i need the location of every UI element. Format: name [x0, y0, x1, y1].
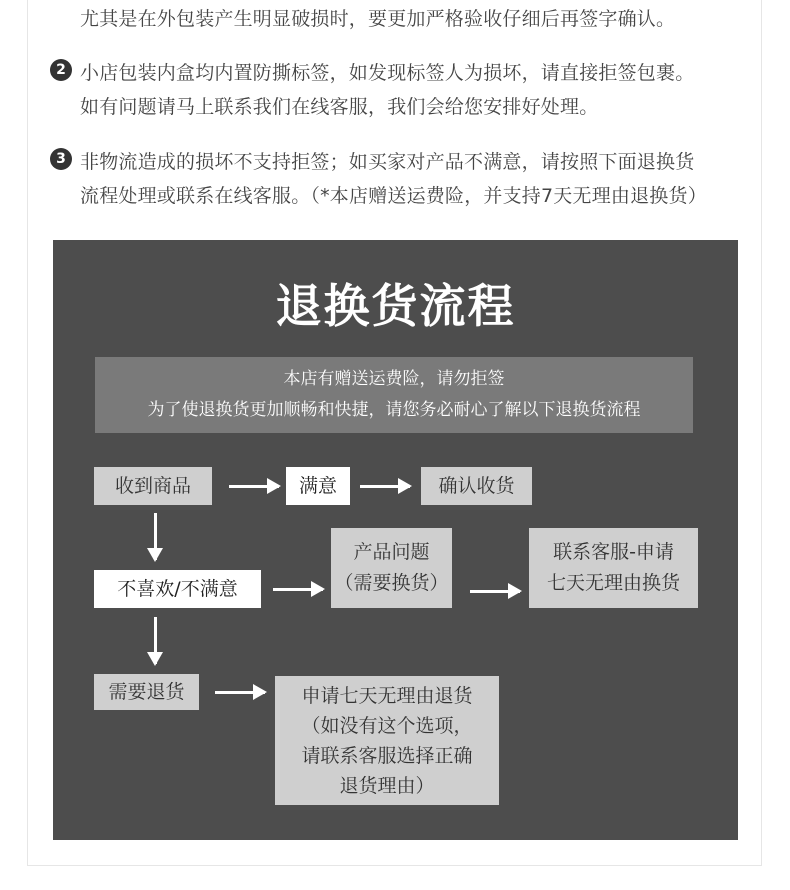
product-problem-line2: （需要换货） — [334, 572, 449, 594]
return-line4: 退货理由） — [339, 775, 435, 797]
number-3-badge: 3 — [50, 148, 72, 170]
return-line2: （如没有这个选项， — [301, 715, 473, 737]
confirm-receipt-box: 确认收货 — [421, 467, 532, 505]
number-2-badge: 2 — [50, 59, 72, 81]
exchange-line1: 联系客服-申请 — [553, 541, 674, 563]
arrow-right-4 — [470, 590, 520, 593]
arrow-down-1 — [154, 513, 157, 560]
arrow-right-1 — [229, 485, 279, 488]
panel-title: 退换货流程 — [275, 279, 516, 333]
notice-box — [95, 357, 693, 433]
arrow-right-2 — [360, 485, 410, 488]
return-line3: 请联系客服选择正确 — [301, 745, 473, 767]
product-problem-line1: 产品问题 — [353, 541, 430, 563]
arrow-right-3 — [273, 588, 323, 591]
product-problem-box — [331, 528, 452, 608]
arrow-right-5 — [215, 691, 265, 694]
notice-line-2: 为了使退换货更加顺畅和快捷，请您务必耐心了解以下退换货流程 — [147, 400, 641, 420]
unsatisfied-box: 不喜欢/不满意 — [94, 570, 261, 608]
receive-goods-box: 收到商品 — [94, 467, 212, 505]
exchange-line2: 七天无理由换货 — [546, 572, 680, 594]
intro-item3-line2: 流程处理或联系在线客服。（*本店赠送运费险，并支持7天无理由退换货） — [80, 185, 707, 207]
return-request-box — [275, 676, 499, 805]
satisfied-box: 满意 — [286, 467, 350, 505]
intro-line-0: 尤其是在外包装产生明显破损时，要更加严格验收仔细后再签字确认。 — [80, 8, 676, 30]
need-return-box: 需要退货 — [94, 674, 199, 710]
intro-item3-line1: 非物流造成的损坏不支持拒签；如买家对产品不满意，请按照下面退换货 — [80, 151, 695, 173]
notice-line-1: 本店有赠送运费险，请勿拒签 — [283, 369, 505, 389]
intro-item2-line1: 小店包装内盒均内置防撕标签，如发现标签人为损坏，请直接拒签包裹。 — [80, 62, 695, 84]
return-line1: 申请七天无理由退货 — [301, 685, 473, 707]
exchange-request-box — [529, 528, 698, 608]
intro-item2-line2: 如有问题请马上联系我们在线客服，我们会给您安排好处理。 — [80, 96, 599, 118]
arrow-down-2 — [154, 617, 157, 664]
